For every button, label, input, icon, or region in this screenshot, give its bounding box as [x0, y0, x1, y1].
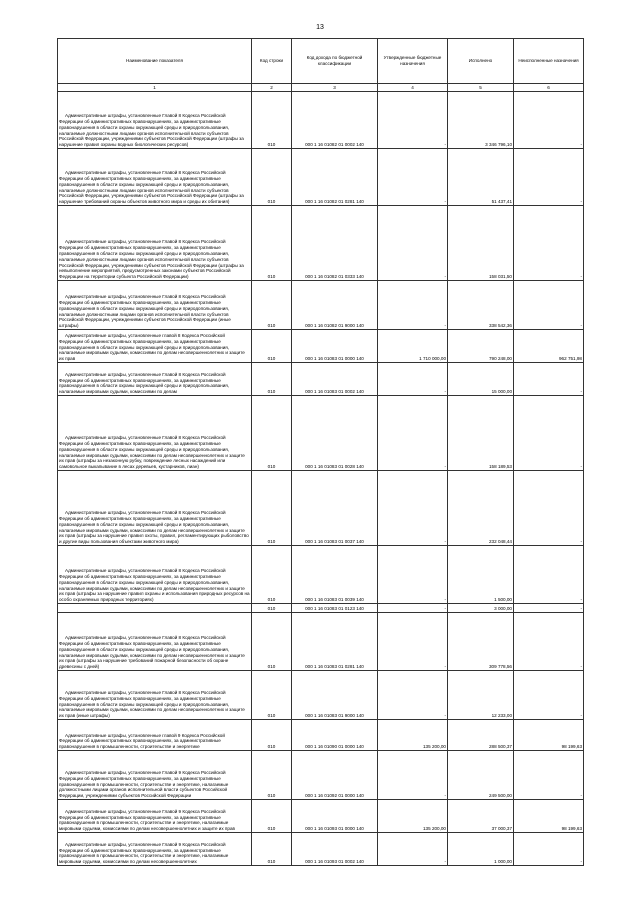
row-approved: -: [378, 396, 448, 471]
row-line-code: 010: [252, 833, 292, 866]
row-unexecuted: -: [514, 604, 584, 613]
col-header-name: Наименование показателя: [58, 39, 252, 84]
row-name: Административные штрафы, установленные Главой 9 Кодекса Российской Федерации об административных правонарушениях, за административные правонарушения в промышленности, строительстве и энергетике, налагаемые мировыми судьями, комиссиями по делам несовершеннолетних и защите их прав: [58, 800, 252, 833]
row-approved: -: [378, 281, 448, 330]
row-income-code: 000 1 16 01082 01 9000 140: [292, 281, 378, 330]
row-executed: 12 233,00: [448, 671, 514, 720]
table-row: [58, 396, 584, 471]
row-line-code: 010: [252, 613, 292, 671]
row-income-code: 000 1 16 01083 01 0281 140: [292, 613, 378, 671]
table-row: [58, 613, 584, 671]
row-approved: -: [378, 92, 448, 149]
row-income-code: 000 1 16 01083 01 9000 140: [292, 671, 378, 720]
row-line-code: 010: [252, 471, 292, 546]
row-name: Административные штрафы, установленные Главой 8 Кодекса Российской Федерации об административных правонарушениях, за административные правонарушения в области охраны окружающей среды и природопользования, налагаемые мировыми судьями, комиссиями по делам несовершеннолетних и защите их прав (штрафы за нарушение правил охоты, правил, регламентирующих рыболовство и другие виды пользования объектами животного мира): [58, 471, 252, 546]
row-approved: -: [378, 363, 448, 396]
row-line-code: 010: [252, 363, 292, 396]
row-name: Административные штрафы, установленные Главой 8 Кодекса Российской Федерации об административных правонарушениях, за административные правонарушения в области охраны окружающей среды и природопользования, налагаемые мировыми судьями, комиссиями по делам несовершеннолетних и защите их прав (штрафы за незаконную рубку, повреждение лесных насаждений или самовольное выкапывание в лесах деревьев, кустарников, лиан): [58, 396, 252, 471]
row-name: Административные штрафы, установленные Главой 8 Кодекса Российской Федерации об административных правонарушениях, за административные правонарушения в области охраны окружающей среды и природопользования, налагаемые мировыми судьями, комиссиями по делам несовершеннолетних и защите их прав (штрафы за нарушение требований пожарной безопасности об охране древесины с дней): [58, 613, 252, 671]
row-name: Административные штрафы, установленные Главой 8 Кодекса Российской Федерации об административных правонарушениях, за административные правонарушения в области охраны окружающей среды и природопользования, налагаемые должностными лицами органов исполнительной власти субъектов Российской Федерации, учреждениями субъектов Российской Федерации (штрафы за нарушение требований охраны объектов животного мира и среды их обитания): [58, 149, 252, 206]
row-name: Административные штрафы, установленные Главой 8 Кодекса Российской Федерации об административных правонарушениях, за административные правонарушения в области охраны окружающей среды и природопользования, налагаемые мировыми судьями, комиссиями по делам несовершеннолетних и защите их прав (штрафы за нарушение правил охраны и использования природных ресурсов на особо охраняемых природных территориях): [58, 546, 252, 604]
row-executed: 37 000,37: [448, 800, 514, 833]
col-number: 1: [58, 84, 252, 92]
col-number: 6: [514, 84, 584, 92]
row-unexecuted: -: [514, 396, 584, 471]
row-line-code: 010: [252, 396, 292, 471]
row-name: Административные штрафы, установленные Главой 8 Кодекса Российской Федерации об административных правонарушениях, за административные правонарушения в области охраны окружающей среды и природопользования, налагаемые должностными лицами органов исполнительной власти субъектов Российской Федерации, учреждениями субъектов Российской Федерации (штрафы за нарушение правил охраны водных биологических ресурсов): [58, 92, 252, 149]
row-executed: 232 048,44: [448, 471, 514, 546]
row-line-code: 010: [252, 206, 292, 281]
row-unexecuted: -: [514, 546, 584, 604]
row-approved: -: [378, 471, 448, 546]
row-approved: 135 200,00: [378, 720, 448, 751]
row-unexecuted: -: [514, 92, 584, 149]
table-row: [58, 604, 584, 613]
row-approved: -: [378, 833, 448, 866]
row-approved: -: [378, 671, 448, 720]
row-income-code: 000 1 16 01082 01 0281 140: [292, 149, 378, 206]
row-approved: -: [378, 751, 448, 800]
row-name: Административные штрафы, установленные Главой 8 Кодекса Российской Федерации об административных правонарушениях, за административные правонарушения в области охраны окружающей среды и природопользования, налагаемые должностными лицами органов исполнительной власти субъектов Российской Федерации, учреждениями субъектов Российской Федерации (штрафы за невыполнение мероприятий, предусмотренных законами субъектов Российской Федерации на территории субъекта Российской Федерации): [58, 206, 252, 281]
row-executed: 158 189,53: [448, 396, 514, 471]
row-income-code: 000 1 16 01093 01 0002 140: [292, 833, 378, 866]
row-approved: -: [378, 206, 448, 281]
col-number: 2: [252, 84, 292, 92]
table-row: [58, 471, 584, 546]
row-name: Административные штрафы, установленные главой 9 Кодекса Российской Федерации об административных правонарушениях, за административные правонарушения в промышленности, строительстве и энергетике: [58, 720, 252, 751]
row-executed: 158 031,50: [448, 206, 514, 281]
column-number-row: [58, 84, 584, 92]
row-approved: -: [378, 604, 448, 613]
row-approved: -: [378, 613, 448, 671]
row-line-code: 010: [252, 720, 292, 751]
table-row: [58, 206, 584, 281]
row-approved: -: [378, 546, 448, 604]
table-row: [58, 833, 584, 866]
table-row: [58, 546, 584, 604]
col-header-unexecuted: Неисполненные назначения: [514, 39, 584, 84]
row-executed: 288 500,37: [448, 720, 514, 751]
row-unexecuted: 962 751,98: [514, 330, 584, 363]
row-line-code: 010: [252, 546, 292, 604]
row-income-code: 000 1 16 01082 01 0002 140: [292, 92, 378, 149]
table-row: [58, 149, 584, 206]
row-income-code: 000 1 16 01083 01 0123 140: [292, 604, 378, 613]
table-row: [58, 281, 584, 330]
table-row: [58, 671, 584, 720]
row-line-code: 010: [252, 92, 292, 149]
row-income-code: 000 1 16 01090 01 0000 140: [292, 720, 378, 751]
row-name: Административные штрафы, установленные Главой 9 Кодекса Российской Федерации об административных правонарушениях, за административные правонарушения в промышленности, строительстве и энергетике, налагаемые мировыми судьями, комиссиями по делам несовершеннолетних: [58, 833, 252, 866]
row-name: [58, 604, 252, 613]
col-number: 3: [292, 84, 378, 92]
row-income-code: 000 1 16 01083 01 0028 140: [292, 396, 378, 471]
row-unexecuted: -: [514, 833, 584, 866]
row-executed: 3 346 796,10: [448, 92, 514, 149]
row-executed: 3 000,00: [448, 604, 514, 613]
row-income-code: 000 1 16 01083 01 0002 140: [292, 363, 378, 396]
row-executed: 338 542,36: [448, 281, 514, 330]
row-name: Административные штрафы, установленные Главой 8 Кодекса Российской Федерации об административных правонарушениях, за административные правонарушения в области охраны окружающей среды и природопользования, налагаемые мировыми судьями, комиссиями по делам: [58, 363, 252, 396]
row-unexecuted: -: [514, 613, 584, 671]
col-header-income-code: Код дохода по бюджетной классификации: [292, 39, 378, 84]
col-header-executed: Исполнено: [448, 39, 514, 84]
table-row: [58, 800, 584, 833]
row-unexecuted: -: [514, 363, 584, 396]
row-line-code: 010: [252, 330, 292, 363]
row-unexecuted: 98 199,63: [514, 800, 584, 833]
table-row: [58, 92, 584, 149]
col-header-line-code: Код строки: [252, 39, 292, 84]
row-executed: 790 248,00: [448, 330, 514, 363]
table-row: [58, 363, 584, 396]
row-unexecuted: -: [514, 671, 584, 720]
row-executed: 51 437,41: [448, 149, 514, 206]
row-line-code: 010: [252, 751, 292, 800]
row-unexecuted: 98 199,63: [514, 720, 584, 751]
row-name: Административные штрафы, установленные Главой 9 Кодекса Российской Федерации об административных правонарушениях, за административные правонарушения в промышленности, строительстве и энергетике, налагаемые должностными лицами органов исполнительной власти субъектов Российской Федерации, учреждениями субъектов Российской Федерации: [58, 751, 252, 800]
row-income-code: 000 1 16 01092 01 0000 140: [292, 751, 378, 800]
row-executed: 1 000,00: [448, 833, 514, 866]
row-income-code: 000 1 16 01082 01 0333 140: [292, 206, 378, 281]
row-line-code: 010: [252, 149, 292, 206]
row-unexecuted: -: [514, 751, 584, 800]
row-executed: 249 500,00: [448, 751, 514, 800]
row-line-code: 010: [252, 604, 292, 613]
row-income-code: 000 1 16 01083 01 0000 140: [292, 330, 378, 363]
row-line-code: 010: [252, 281, 292, 330]
row-unexecuted: -: [514, 149, 584, 206]
row-approved: 135 200,00: [378, 800, 448, 833]
row-unexecuted: -: [514, 471, 584, 546]
row-name: Административные штрафы, установленные Главой 8 Кодекса Российской Федерации об административных правонарушениях, за административные правонарушения в области охраны окружающей среды и природопользования, налагаемые мировыми судьями, комиссиями по делам несовершеннолетних и защите их прав (иные штрафы): [58, 671, 252, 720]
row-line-code: 010: [252, 671, 292, 720]
row-executed: 1 500,00: [448, 546, 514, 604]
row-approved: 1 710 000,00: [378, 330, 448, 363]
row-name: Административные штрафы, установленные Главой 8 Кодекса Российской Федерации об административных правонарушениях, за административные правонарушения в области охраны окружающей среды и природопользования, налагаемые должностными лицами органов исполнительной власти субъектов Российской Федерации, учреждениями субъектов Российской Федерации (иные штрафы): [58, 281, 252, 330]
row-income-code: 000 1 16 01083 01 0039 140: [292, 546, 378, 604]
row-line-code: 010: [252, 800, 292, 833]
table-row: [58, 720, 584, 751]
table-row: [58, 330, 584, 363]
row-unexecuted: -: [514, 281, 584, 330]
row-executed: 15 000,00: [448, 363, 514, 396]
table-row: [58, 751, 584, 800]
col-number: 5: [448, 84, 514, 92]
row-name: Административные штрафы, установленные главой 8 Кодекса Российской Федерации об административных правонарушениях, за административные правонарушения в области охраны окружающей среды и природопользования, налагаемые мировыми судьями, комиссиями по делам несовершеннолетних и защите их прав: [58, 330, 252, 363]
row-income-code: 000 1 16 01083 01 0037 140: [292, 471, 378, 546]
row-income-code: 000 1 16 01093 01 0000 140: [292, 800, 378, 833]
col-number: 4: [378, 84, 448, 92]
row-executed: 309 778,56: [448, 613, 514, 671]
row-approved: -: [378, 149, 448, 206]
row-unexecuted: -: [514, 206, 584, 281]
page-number: 13: [316, 24, 324, 31]
col-header-approved: Утвержденные бюджетные назначения: [378, 39, 448, 84]
budget-execution-table: [57, 38, 584, 866]
header-row: [58, 39, 584, 84]
